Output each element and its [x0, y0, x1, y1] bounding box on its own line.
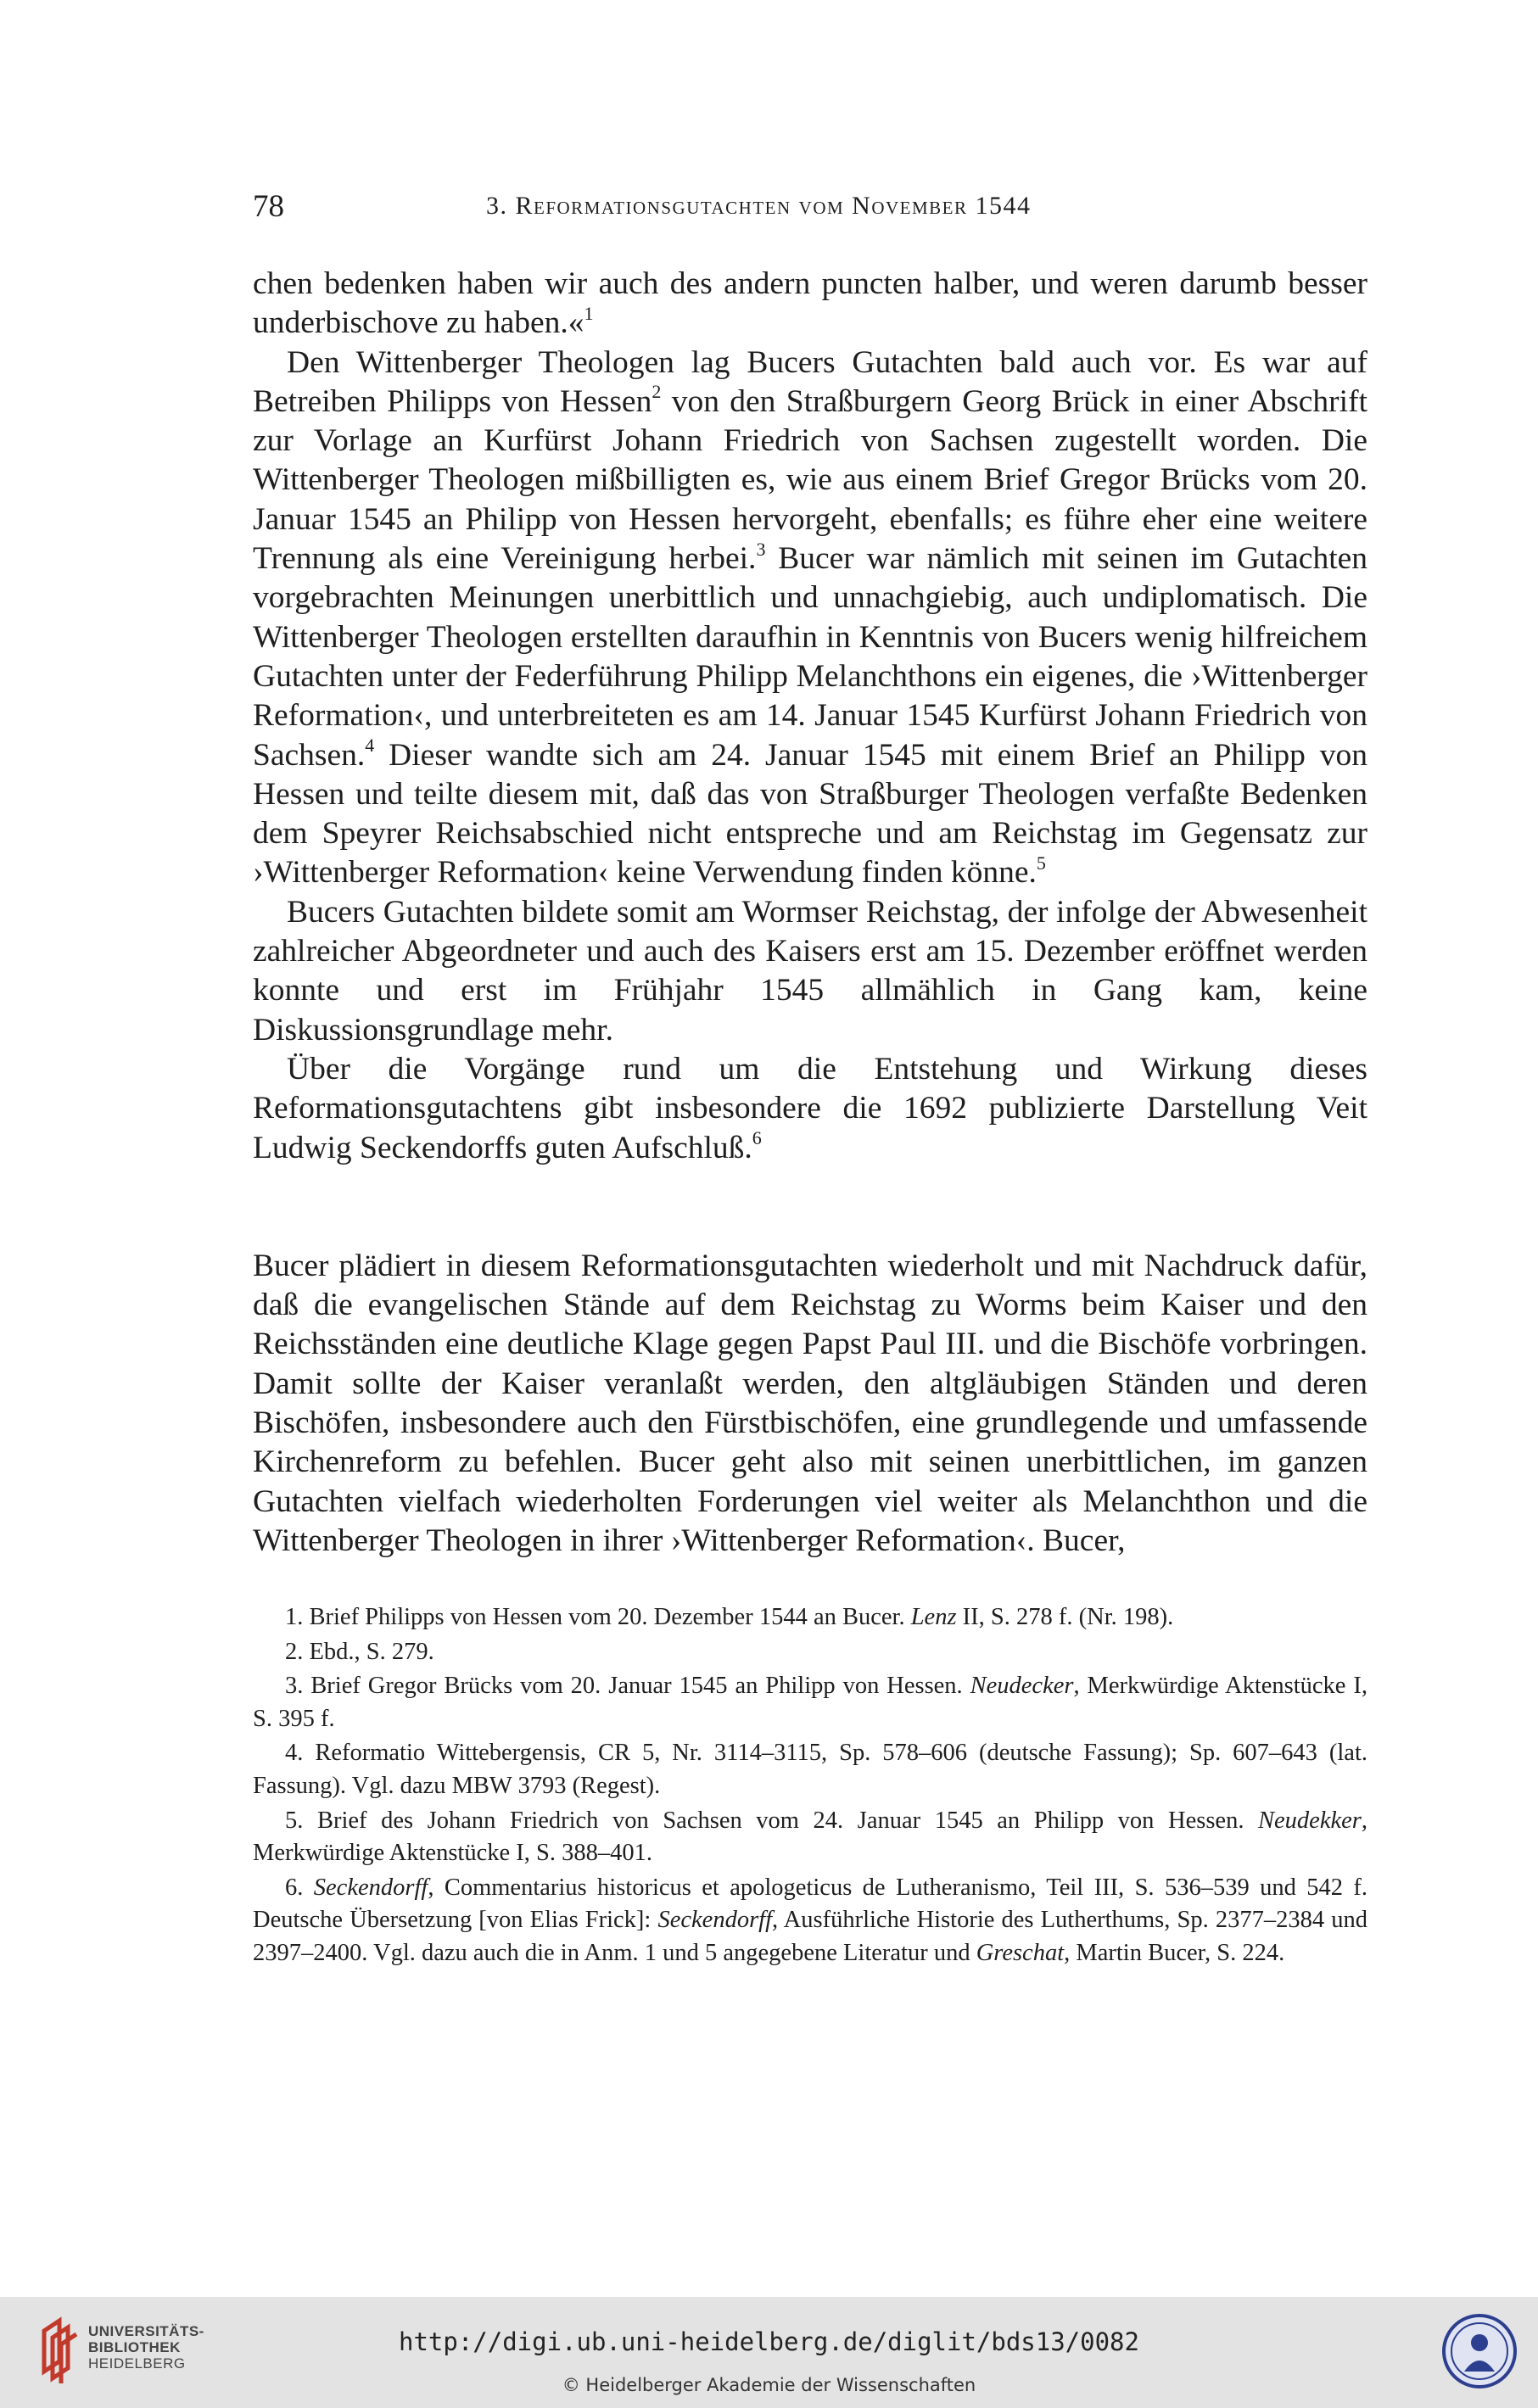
paragraph: Bucer plädiert in diesem Reformationsgutachten wiederholt und mit Nachdruck dafür, daß die evangelischen Stände auf dem Reichstag zu Worms beim Kaiser und den Reichsständen eine deutliche Klage gegen Papst Paul III. und die Bischöfe vorbringen. Damit sollte der Kaiser veranlaßt werden, den altgläubigen Ständen und deren Bischöfen, insbesondere auch den Fürstbischöfen, eine grundlegende und umfassende Kirchenreform zu befehlen. Bucer geht also mit seinen unerbittlichen, im ganzen Gutachten vielfach wiederholten Forderungen viel weiter als Melanchthon und die Wittenberger Theologen in ihrer ›Wittenberger Reformation‹. Bucer, [253, 1248, 1367, 1558]
footnote-ref[interactable]: 4 [365, 735, 375, 757]
page-number: 78 [253, 189, 284, 224]
paragraph: Den Wittenberger Theologen lag Bucers Gutachten bald auch vor. Es war auf Betreiben Philipps von Hessen$^2$ von den Straßburgern Georg Brück in einer Abschrift zur Vorlage an Kurfürst Johann Friedrich von Sachsen zugestellt worden. Die Wittenberger Theologen mißbilligten es, wie aus einem Brief Gregor Brücks vom 20. Januar 1545 an Philipp von Hessen hervorgeht, ebenfalls; es führe eher eine weitere Trennung als eine Vereinigung herbei.$^3$ Bucer war nämlich mit seinen im Gutachten vorgebrachten Meinungen unerbittlich und unnachgiebig, auch undiplomatisch. Die Wittenberger Theologen erstellten daraufhin in Kenntnis von Bucers wenig hilfreichem Gutachten unter der Federführung Philipp Melanchthons ein eigenes, die ›Wittenberger Reformation‹, und unterbreiteten es am 14. Januar 1545 Kurfürst Johann Friedrich von Sachsen.$^4$ Dieser wandte sich am 24. Januar 1545 mit einem Brief an Philipp von Hessen und teilte diesem mit, daß das von Straßburger Theologen verfaßte Bedenken dem Speyrer Reichsabschied nicht entspreche und am Reichstag im Gegensatz zur ›Wittenberger Reformation‹ keine Verwendung finden könne.$^5$ [253, 344, 1368, 891]
footnote: 1. Brief Philipps von Hessen vom 20. Dezember 1544 an Bucer. Lenz II, S. 278 f. (Nr. 198). [285, 1604, 1174, 1630]
footnote-ref[interactable]: 2 [652, 381, 662, 403]
footnote-ref[interactable]: 6 [752, 1127, 762, 1149]
section-gap [253, 1168, 1367, 1247]
footnote-ref[interactable]: 1 [584, 302, 594, 324]
copyright-notice: © Heidelberger Akademie der Wissenschaften [562, 2375, 976, 2395]
academy-seal-icon[interactable] [1440, 2312, 1518, 2390]
footnote-ref[interactable]: 5 [1036, 852, 1046, 874]
main-text [253, 265, 1367, 1561]
viewer-footer [0, 2297, 1538, 2408]
footnote: 3. Brief Gregor Brücks vom 20. Januar 1545 an Philipp von Hessen. Neudecker, Merkwürdige Aktenstücke I, S. 395 f. [253, 1673, 1367, 1732]
page-header [253, 188, 1367, 231]
library-name[interactable]: UNIVERSITÄTS- BIBLIOTHEK HEIDELBERG [88, 2323, 204, 2372]
footnote: 4. Reformatio Wittebergensis, CR 5, Nr. 3114–3115, Sp. 578–606 (deutsche Fassung); Sp. 607–643 (lat. Fassung). Vgl. dazu MBW 3793 (Regest). [253, 1740, 1367, 1799]
footnotes [253, 1601, 1367, 1970]
footnote-ref[interactable]: 3 [756, 538, 766, 560]
page-url-link[interactable]: http://digi.ub.uni-heidelberg.de/diglit/bds13/0082 [399, 2327, 1139, 2356]
paragraph: Über die Vorgänge rund um die Entstehung und Wirkung dieses Reformationsgutachtens gibt insbesondere die 1692 publizierte Darstellung Veit Ludwig Seckendorffs guten Aufschluß.$^6$ [253, 1051, 1367, 1165]
running-head: 3. Reformationsgutachten vom November 1544 [486, 192, 1032, 220]
footnote: 2. Ebd., S. 279. [285, 1638, 434, 1665]
paragraph: chen bedenken haben wir auch des andern puncten halber, und weren darumb besser underbischove zu haben.«$^1$ [253, 266, 1367, 341]
footnote: 6. Seckendorff, Commentarius historicus et apologeticus de Lutheranismo, Teil III, S. 536–539 und 542 f. Deutsche Übersetzung [von Elias Frick]: Seckendorff, Ausführliche Historie des Lutherthums, Sp. 2377–2384 und 2397–2400. Vgl. dazu auch die in Anm. 1 und 5 angegebene Literatur und Greschat, Martin Bucer, S. 224. [253, 1874, 1368, 1966]
paragraph: Bucers Gutachten bildete somit am Wormser Reichstag, der infolge der Abwesenheit zahlreicher Abgeordneter und auch des Kaisers erst am 15. Dezember eröffnet werden konnte und erst im Frühjahr 1545 allmählich in Gang kam, keine Diskussionsgrundlage mehr. [253, 894, 1367, 1048]
footnote: 5. Brief des Johann Friedrich von Sachsen vom 24. Januar 1545 an Philipp von Hessen. Neudekker, Merkwürdige Aktenstücke I, S. 388–401. [253, 1807, 1367, 1867]
